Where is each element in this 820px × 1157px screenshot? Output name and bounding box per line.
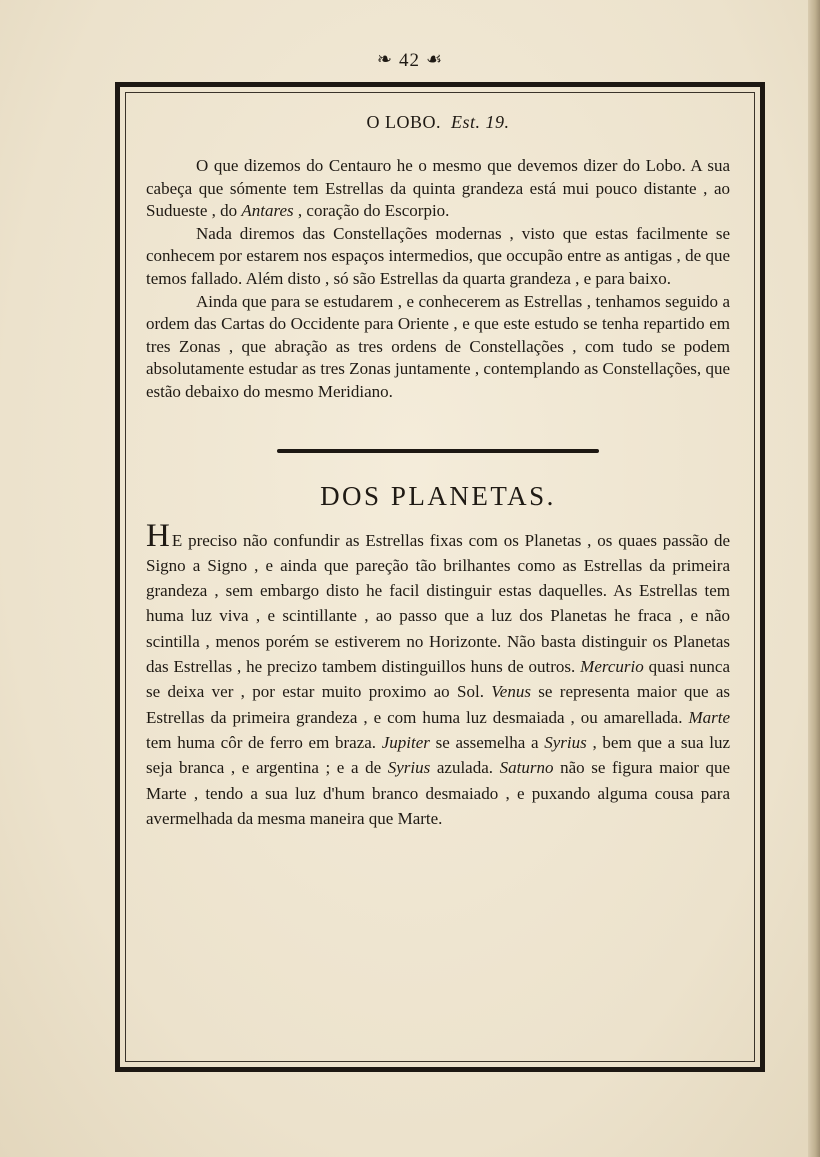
text-run: azulada. (430, 758, 500, 778)
italic-text: Jupiter (381, 732, 430, 752)
text-run: tem huma côr de ferro em braza. (146, 732, 382, 752)
section-plate-ref: Est. 19. (450, 112, 510, 132)
paragraph (146, 155, 730, 223)
chapter-paragraph (146, 517, 731, 832)
section-body (146, 155, 730, 404)
text-run: não se figura maior que Marte , tendo a sua luz d'hum branco desmaiado , e puxando alguma cousa para avermelhada da mesma maneira que Marte. (146, 758, 731, 828)
italic-text: Marte (688, 707, 730, 727)
chapter-text (146, 531, 730, 828)
drop-cap: H (146, 517, 170, 554)
text-run: , coração do Escorpio. (293, 201, 450, 221)
right-ornament-icon: ☙ (425, 49, 444, 69)
text-run: quasi nunca se deixa ver , por estar muito proximo ao Sol. (146, 657, 730, 702)
text-run: E preciso não confundir as Estrellas fixas com os Planetas , os quaes passão de Signo a Signo , e ainda que pareção tão brilhantes como as Estrellas da primeira grandeza , sem embargo disto he facil distinguir estas daquelles. As Estrellas tem huma luz viva , e scintillante , ao passo que a luz dos Planetas he fraca , e não scintilla , menos porém se estiverem no Horizonte. Não basta distinguir os Planetas das Estrellas , he precizo tambem distinguillos huns de outros. (146, 530, 730, 677)
text-run: se assemelha a (429, 732, 545, 752)
chapter-title: DOS PLANETAS. (320, 480, 556, 511)
paragraph (146, 291, 730, 404)
section-divider (277, 449, 599, 453)
text-block (146, 112, 730, 831)
left-ornament-icon: ❧ (376, 49, 393, 69)
section-title: O LOBO. (366, 112, 441, 132)
italic-text: Syrius (387, 758, 431, 778)
page-header (0, 50, 820, 72)
paragraph (146, 223, 730, 291)
italic-text: Antares (241, 201, 294, 221)
italic-text: Saturno (499, 758, 554, 778)
italic-text: Syrius (544, 732, 587, 752)
italic-text: Venus (491, 682, 531, 702)
text-run: Nada diremos das Constellações modernas , visto que estas facilmente se conhecem por estarem nos espaços intermedios, que occupão entre as antigas , de que temos fallado. Além disto , só são Estrellas da quarta grandeza , e para baixo. (146, 223, 730, 288)
text-run: O que dizemos do Centauro he o mesmo que devemos dizer do Lobo. A sua cabeça que sómente tem Estrellas da quinta grandeza está mui pouco distante , ao Sudueste , do (146, 156, 730, 221)
text-run: , bem que a sua luz seja branca , e argentina ; e a de (146, 732, 730, 778)
text-run: se representa maior que as Estrellas da primeira grandeza , e com huma luz desmaiada , ou amarellada. (146, 682, 730, 727)
section-heading (146, 112, 730, 133)
page-number: 42 (398, 50, 420, 71)
italic-text: Mercurio (580, 657, 644, 677)
text-run: Ainda que para se estudarem , e conhecerem as Estrellas , tenhamos seguido a ordem das Cartas do Occidente para Oriente , e que este estudo se tenha repartido em tres Zonas , que abração as tres ordens de Constellações , com tudo se podem absolutamente estudar as tres Zonas juntamente , contemplando as Constellações, que estão debaixo do mesmo Meridiano. (146, 291, 730, 401)
page-edge (808, 0, 820, 1157)
